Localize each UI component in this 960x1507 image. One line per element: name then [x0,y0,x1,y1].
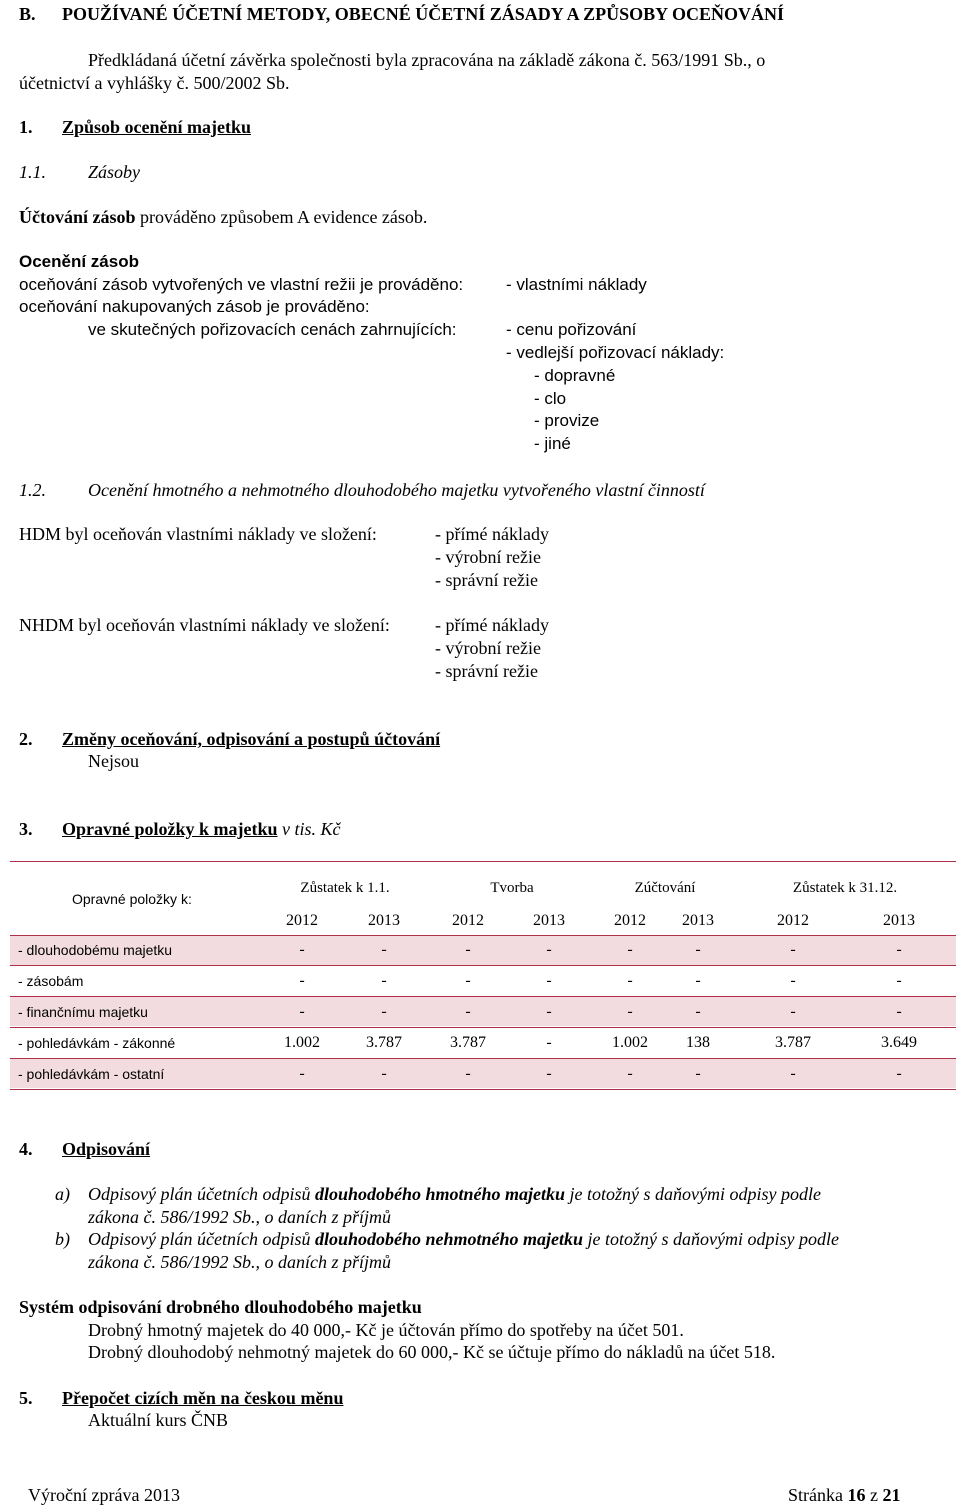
list-marker-b: b) [55,1229,70,1249]
table-group-header: Zúčtování [634,880,696,896]
small-assets-title: Systém odpisování drobného dlouhodobého majetku [19,1297,422,1317]
table-group-header: Zůstatek k 1.1. [300,880,390,896]
heading-1-2-number: 1.2. [19,480,46,500]
table-cell: - [790,1065,796,1082]
table-top-rule [10,861,956,862]
heading-3-title: Opravné položky k majetku [62,819,278,839]
table-year-header: 2013 [682,912,714,929]
table-row-label: - finančnímu majetku [18,1004,148,1020]
heading-3-number: 3. [19,819,33,839]
table-cell: - [790,1003,796,1020]
table-cell: - [381,1003,387,1020]
section-title: POUŽÍVANÉ ÚČETNÍ METODY, OBECNÉ ÚČETNÍ ZÁSADY A ZPŮSOBY OCEŇOVÁNÍ [62,4,784,24]
inventory-accounting-line [19,207,427,228]
hdm-item: - přímé náklady [435,524,549,544]
table-year-header: 2013 [533,912,565,929]
intro-line-2: účetnictví a vyhlášky č. 500/2002 Sb. [19,73,290,93]
table-cell: 3.787 [366,1034,402,1051]
depreciation-a-bold: dlouhodobého hmotného majetku [314,1184,566,1204]
inventory-acquisition-cost: ve skutečných pořizovacích cenách zahrnujících: [88,320,457,339]
depreciation-b-law: zákona č. 586/1992 Sb., o daních z příjmů [88,1252,391,1272]
table-cell: - [546,972,552,989]
depreciation-plan-tangible [88,1184,821,1205]
table-cell: - [299,941,305,958]
table-rule [10,965,956,966]
table-row-label: - zásobám [18,973,84,989]
list-marker-a: a) [55,1184,70,1204]
table-cell: - [790,941,796,958]
table-rule [10,996,956,997]
heading-1-number: 1. [19,117,33,137]
table-cell: - [299,1065,305,1082]
table-cell: - [896,972,902,989]
inventory-accounting-bold: Účtování zásob [19,207,136,227]
table-cell: - [695,941,701,958]
nhdm-label: NHDM byl oceňován vlastními náklady ve složení: [19,615,390,635]
heading-2-title: Změny oceňování, odpisování a postupů účtování [62,729,441,749]
table-group-header: Zůstatek k 31.12. [792,880,898,896]
depreciation-b-pre: Odpisový plán účetních odpisů [88,1229,315,1249]
table-rule [10,1027,956,1028]
table-cell: - [695,972,701,989]
footer-current-page: 16 [847,1485,866,1505]
table-year-header: 2012 [452,912,484,929]
small-intangible-assets: Drobný dlouhodobý nehmotný majetek do 60 000,- Kč se účtuje přímo do nákladů na účet 518. [88,1342,776,1362]
table-cell: - [465,972,471,989]
side-cost-item: - clo [534,389,567,408]
table-cell: - [695,1065,701,1082]
table-year-header: 2012 [614,912,646,929]
heading-4-number: 4. [19,1139,33,1159]
table-group-header: Tvorba [490,880,534,896]
depreciation-a-post: je totožný s daňovými odpisy podle [565,1184,821,1204]
table-row-label: - pohledávkám - zákonné [18,1035,176,1051]
heading-5-title: Přepočet cizích měn na českou měnu [62,1388,344,1408]
side-cost-item: - provize [534,411,600,430]
nhdm-item: - výrobní režie [435,638,541,658]
table-year-header: 2013 [368,912,400,929]
footer-page-prefix: Stránka [788,1485,848,1505]
table-cell: - [896,1065,902,1082]
table-cell: 1.002 [284,1034,320,1051]
table-cell: - [790,972,796,989]
heading-3-line [62,819,341,840]
table-cell: - [546,941,552,958]
footer-page-number [788,1485,900,1506]
table-cell: - [299,972,305,989]
table-cell: - [896,941,902,958]
table-corner-label: Opravné položky k: [72,891,192,907]
side-cost-item: - dopravné [534,366,616,385]
table-row-label: - dlouhodobému majetku [18,942,173,958]
table-cell: - [627,941,633,958]
depreciation-b-post: je totožný s daňovými odpisy podle [583,1229,839,1249]
footer-total-pages: 21 [882,1485,901,1505]
table-cell: - [627,1065,633,1082]
nhdm-item: - správní režie [435,661,538,681]
changes-text: Nejsou [88,751,139,771]
section-letter: B. [19,4,36,24]
hdm-label: HDM byl oceňován vlastními náklady ve složení: [19,524,377,544]
table-cell: - [465,941,471,958]
footer-page-separator: z [865,1485,883,1505]
depreciation-plan-intangible [88,1229,839,1250]
small-tangible-assets: Drobný hmotný majetek do 40 000,- Kč je účtován přímo do spotřeby na účet 501. [88,1320,684,1340]
table-cell: - [465,1003,471,1020]
heading-1-1-title: Zásoby [88,162,141,182]
table-cell: - [627,972,633,989]
table-year-header: 2012 [286,912,318,929]
table-cell: - [546,1065,552,1082]
table-rule [10,1058,956,1059]
footer-report-title: Výroční zpráva 2013 [28,1485,180,1505]
table-cell: - [381,972,387,989]
table-row-label: - pohledávkám - ostatní [18,1066,165,1082]
table-cell: 1.002 [612,1034,648,1051]
inventory-own-cost: - vlastními náklady [506,275,647,294]
table-cell: - [465,1065,471,1082]
table-cell: 3.787 [775,1034,811,1051]
depreciation-b-bold: dlouhodobého nehmotného majetku [314,1229,584,1249]
side-cost-item: - jiné [534,434,571,453]
table-rule [10,1089,956,1090]
table-year-header: 2012 [777,912,809,929]
heading-1-1-number: 1.1. [19,162,46,182]
table-cell: - [381,941,387,958]
inventory-own-production: oceňování zásob vytvořených ve vlastní režii je prováděno: [19,275,464,294]
table-cell: 138 [686,1034,710,1051]
inventory-purchased: oceňování nakupovaných zásob je prováděno: [19,297,370,316]
hdm-item: - správní režie [435,570,538,590]
intro-line-1: Předkládaná účetní závěrka společnosti byla zpracována na základě zákona č. 563/1991 Sb., o [88,50,766,70]
table-year-header: 2013 [883,912,915,929]
heading-3-unit: v tis. Kč [282,819,341,839]
inventory-accounting-rest: prováděno způsobem A evidence zásob. [135,207,428,227]
table-cell: - [381,1065,387,1082]
inventory-price: - cenu pořizování [506,320,637,339]
inventory-valuation-title: Ocenění zásob [19,252,139,271]
heading-4-title: Odpisování [62,1139,151,1159]
heading-5-number: 5. [19,1388,33,1408]
table-cell: - [695,1003,701,1020]
table-cell: 3.787 [450,1034,486,1051]
depreciation-a-law: zákona č. 586/1992 Sb., o daních z příjmů [88,1207,391,1227]
heading-1-title: Způsob ocenění majetku [62,117,252,137]
table-rule [10,935,956,936]
table-cell: 3.649 [881,1034,917,1051]
table-cell: - [546,1034,552,1051]
table-cell: - [546,1003,552,1020]
table-cell: - [896,1003,902,1020]
heading-1-2-title: Ocenění hmotného a nehmotného dlouhodobého majetku vytvořeného vlastní činností [88,480,705,500]
inventory-side-costs: - vedlejší pořizovací náklady: [506,343,725,362]
heading-2-number: 2. [19,729,33,749]
nhdm-item: - přímé náklady [435,615,549,635]
table-cell: - [627,1003,633,1020]
hdm-item: - výrobní režie [435,547,541,567]
exchange-rate-text: Aktuální kurs ČNB [88,1410,229,1430]
depreciation-a-pre: Odpisový plán účetních odpisů [88,1184,315,1204]
table-cell: - [299,1003,305,1020]
